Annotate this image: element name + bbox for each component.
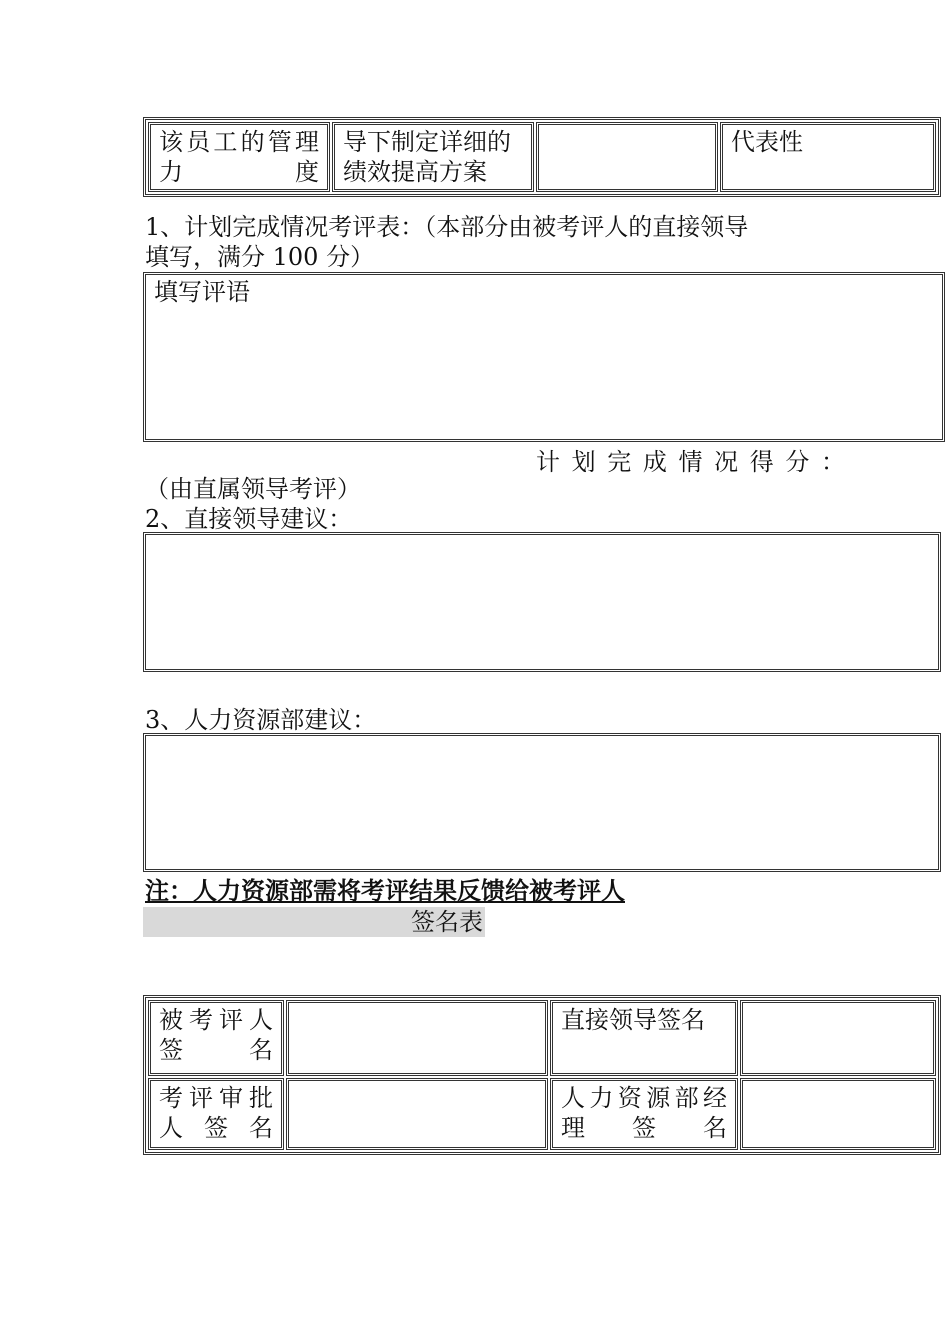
sign-label-approver: 考评审批人签名 (148, 1078, 284, 1150)
sign-table-title: 签名表 (411, 908, 483, 936)
table-row (148, 1000, 936, 1076)
sign-label-leader: 直接领导签名 (550, 1000, 738, 1076)
top-cell-1: 该员工的管理力度 (148, 122, 330, 192)
section3-heading: 3、人力资源部建议： (145, 706, 377, 734)
feedback-note: 注：人力资源部需将考评结果反馈给被考评人 (145, 876, 625, 905)
sign-title-highlight (143, 907, 411, 937)
comment-box[interactable] (143, 272, 945, 442)
sign-cell-reviewee[interactable] (286, 1000, 548, 1076)
table-row (148, 122, 936, 192)
leader-suggestion-box[interactable] (143, 532, 941, 672)
section1-heading-line2: 填写，满分 100 分） (145, 243, 375, 271)
sign-label-hr-manager: 人力资源部经理签名 (550, 1078, 738, 1150)
top-table (143, 117, 941, 197)
section1-heading-line1: 1、计划完成情况考评表：（本部分由被考评人的直接领导 (145, 213, 749, 241)
top-cell-4: 代表性 (720, 122, 936, 192)
comment-box-label: 填写评语 (154, 278, 250, 306)
section2-heading: 2、直接领导建议： (145, 505, 353, 533)
top-cell-2: 导下制定详细的绩效提高方案 (332, 122, 534, 192)
signature-table (143, 995, 941, 1155)
score-note: （由直属领导考评） (145, 475, 361, 503)
top-cell-3 (536, 122, 718, 192)
hr-suggestion-box[interactable] (143, 733, 941, 872)
sign-cell-approver[interactable] (286, 1078, 548, 1150)
score-label: 计 划 完 成 情 况 得 分 ： (536, 448, 848, 476)
sign-cell-hr-manager[interactable] (740, 1078, 936, 1150)
table-row (148, 1078, 936, 1150)
sign-label-reviewee: 被考评人签名 (148, 1000, 284, 1076)
sign-cell-leader[interactable] (740, 1000, 936, 1076)
